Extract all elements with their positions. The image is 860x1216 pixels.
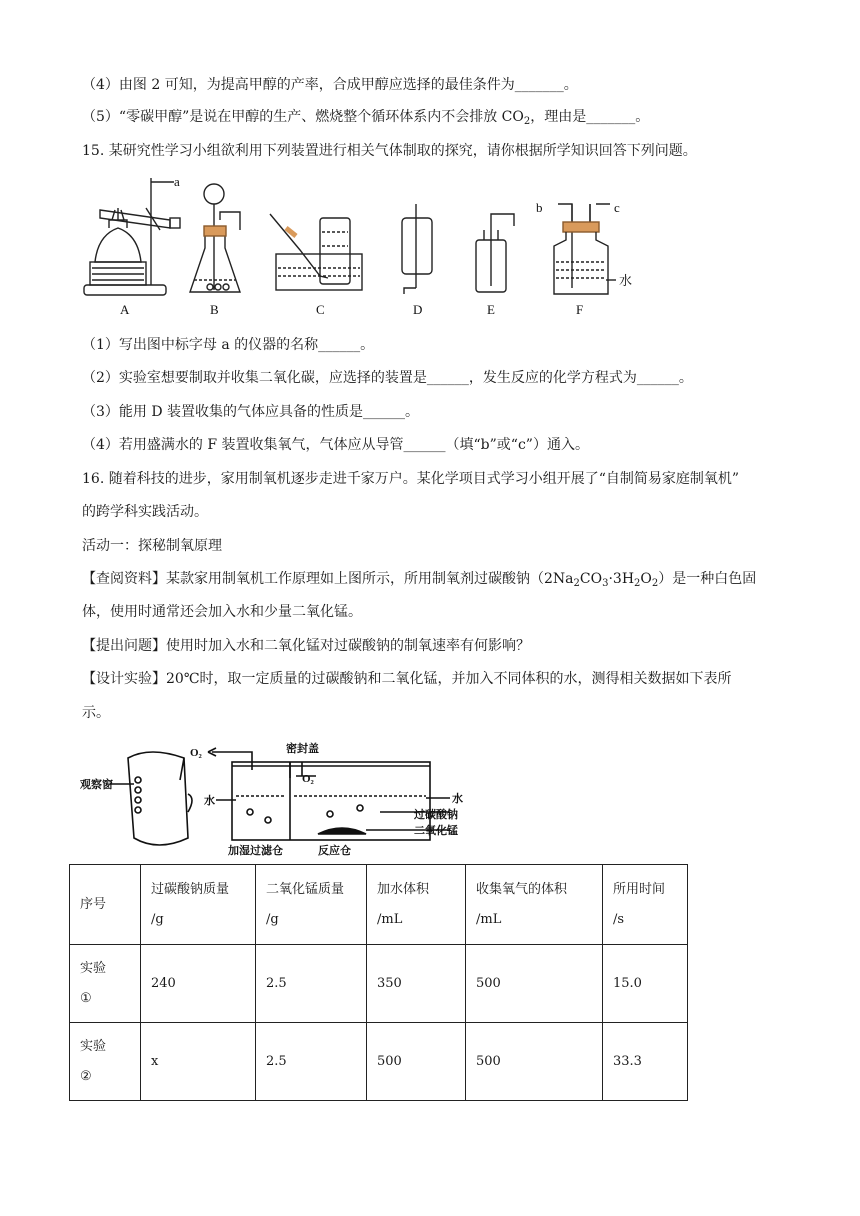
table-cell: x (141, 1023, 256, 1101)
formula-part: CO (579, 571, 603, 587)
label-water: 水 (619, 273, 633, 288)
header-cell: 加水体积 /mL (367, 865, 466, 945)
header-cell: 所用时间 /s (603, 865, 688, 945)
label-E: E (487, 302, 495, 317)
table-cell: 240 (141, 945, 256, 1023)
reference-line2: 体，使用时通常还会加入水和少量二氧化锰。 (82, 604, 362, 620)
oxygen-generator-figure (80, 738, 480, 856)
label-o2-out: O₂ (190, 747, 202, 759)
label-C: C (316, 302, 325, 317)
design-line2: 示。 (82, 705, 110, 721)
q14-part4: （4）由图 2 可知，为提高甲醇的产率，合成甲醇应选择的最佳条件为_______。 (82, 77, 578, 93)
row-label: 实验 ① (70, 945, 141, 1023)
label-F: F (576, 302, 584, 317)
reference-line1 (82, 569, 756, 594)
experiment-table (69, 864, 688, 1101)
q15-part4: （4）若用盛满水的 F 装置收集氧气，气体应从导管______（填“b”或“c”）通入。 (82, 437, 589, 453)
table-header-row (70, 865, 688, 945)
table-cell: 500 (367, 1023, 466, 1101)
formula-part: ·3H (608, 571, 635, 587)
question-line: 【提出问题】使用时加入水和二氧化锰对过碳酸钠的制氧速率有何影响？ (82, 638, 530, 654)
label-reaction-chamber: 反应仓 (318, 845, 351, 856)
reference-text: 【查阅资料】某款家用制氧机工作原理如上图所示，所用制氧剂过碳酸钠（2Na (82, 571, 574, 587)
table-cell: 2.5 (256, 945, 367, 1023)
table-cell: 2.5 (256, 1023, 367, 1101)
label-b: b (536, 200, 543, 215)
label-humidify-chamber: 加湿过滤仓 (228, 845, 283, 856)
label-B: B (210, 302, 219, 317)
q15-part3: （3）能用 D 装置收集的气体应具备的性质是______。 (82, 404, 420, 420)
subscript: 2 (573, 578, 580, 589)
header-cell: 序号 (70, 865, 141, 945)
table-row (70, 945, 688, 1023)
reference-tail: ）是一种白色固 (658, 571, 757, 587)
q16-title-line1: 16. 随着科技的进步，家用制氧机逐步走进千家万户。某化学项目式学习小组开展了“自制简易家庭制氧机” (82, 471, 740, 487)
label-percarbonate: 过碳酸钠 (414, 809, 458, 821)
header-cell: 过碳酸钠质量 /g (141, 865, 256, 945)
label-water-right: 水 (452, 793, 463, 805)
q15-part2: （2）实验室想要制取并收集二氧化碳，应选择的装置是______，发生反应的化学方程式为______。 (82, 370, 693, 386)
q14-part5-tail: ，理由是_______。 (530, 109, 650, 125)
q15-part1: （1）写出图中标字母 a 的仪器的名称______。 (82, 337, 375, 353)
activity-heading: 活动一：探秘制氧原理 (82, 538, 222, 554)
subscript: 3 (602, 578, 609, 589)
subscript: 2 (651, 578, 659, 589)
label-o2-in: O₂ (302, 773, 314, 785)
subscript: 2 (634, 578, 641, 589)
table-cell: 500 (466, 1023, 603, 1101)
label-water-left: 水 (204, 795, 215, 807)
header-cell: 二氧化锰质量 /g (256, 865, 367, 945)
q15-title: 15. 某研究性学习小组欲利用下列装置进行相关气体制取的探究，请你根据所学知识回答下列问题。 (82, 143, 697, 159)
label-a: a (174, 174, 180, 189)
subscript: 2 (523, 116, 531, 127)
design-line1: 【设计实验】20℃时，取一定质量的过碳酸钠和二氧化锰，并加入不同体积的水，测得相关数据如下表所 (82, 671, 732, 687)
table-cell: 350 (367, 945, 466, 1023)
label-mno2: 二氧化锰 (414, 825, 458, 837)
q16-title-line2: 的跨学科实践活动。 (82, 504, 208, 520)
label-c: c (614, 200, 620, 215)
label-D: D (413, 302, 423, 317)
apparatus-figure (0, 170, 860, 320)
formula-part: O (640, 571, 652, 587)
table-cell: 33.3 (603, 1023, 688, 1101)
header-cell: 收集氧气的体积 /mL (466, 865, 603, 945)
label-window: 观察窗 (80, 779, 113, 791)
label-A: A (120, 302, 130, 317)
q14-part5-text: （5）“零碳甲醇”是说在甲醇的生产、燃烧整个循环体系内不会排放 CO (82, 109, 524, 125)
table-cell: 500 (466, 945, 603, 1023)
label-seal-cap: 密封盖 (286, 743, 319, 755)
q14-part5 (82, 107, 649, 132)
table-cell: 15.0 (603, 945, 688, 1023)
table-row (70, 1023, 688, 1101)
row-label: 实验 ② (70, 1023, 141, 1101)
